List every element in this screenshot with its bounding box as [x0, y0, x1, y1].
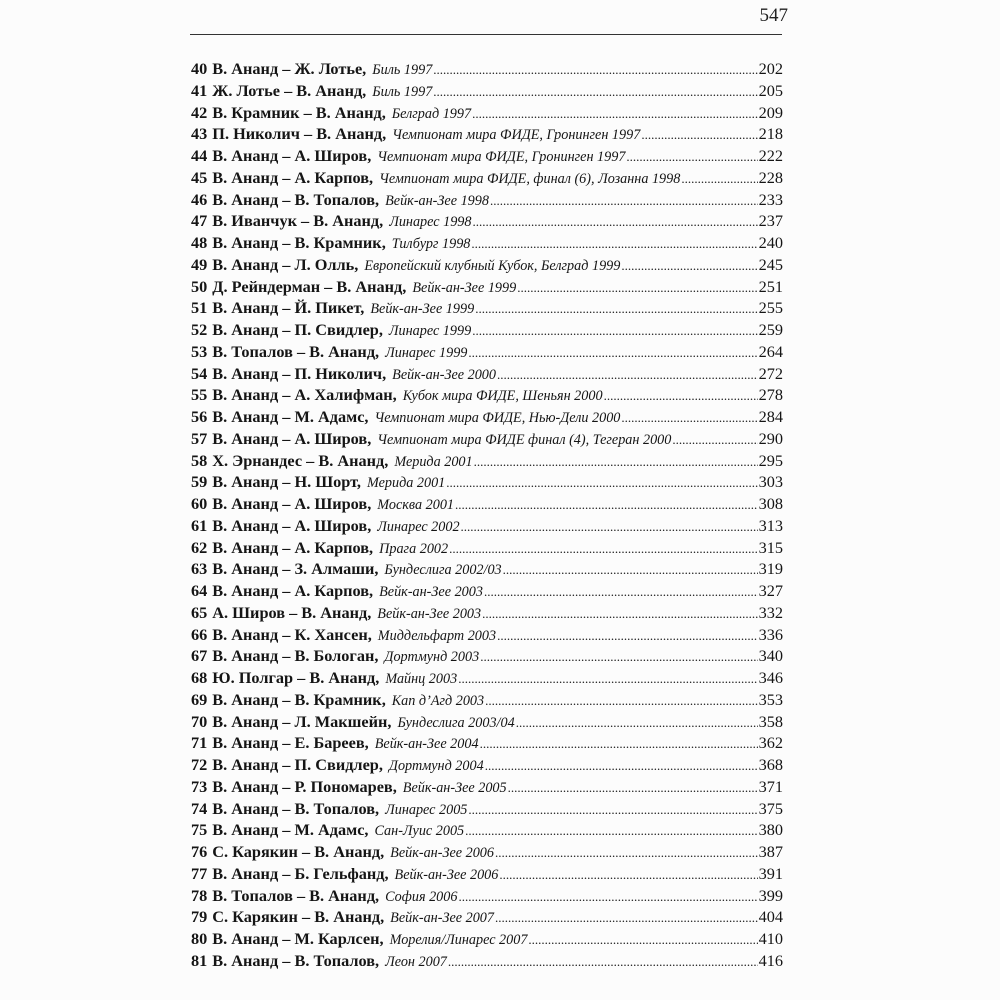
page-reference: 353 [758, 689, 783, 709]
page-reference: 315 [758, 537, 783, 557]
game-event: Чемпионат мира ФИДЕ, финал (6), Лозанна 1998 [379, 170, 681, 187]
game-event: Линарес 1998 [389, 214, 472, 231]
dot-leader [499, 863, 757, 886]
game-players: В. Ананд – П. Николич, [212, 363, 387, 383]
game-players: В. Ананд – М. Адамс, [212, 407, 369, 426]
game-players: В. Ананд – А. Широв, [212, 515, 372, 535]
game-event: Бундеслига 2003/04 [397, 714, 515, 731]
game-players: П. Николич – В. Ананд, [212, 124, 387, 144]
game-number: 55 [191, 385, 208, 405]
toc-entry [191, 167, 783, 189]
game-number: 51 [191, 298, 208, 318]
game-event: Вейк-ан-Зее 2006 [394, 866, 499, 883]
game-players: Ю. Полгар – В. Ананд, [212, 668, 380, 687]
toc-entry [191, 450, 783, 472]
dot-leader [503, 558, 758, 581]
dot-leader [641, 123, 757, 146]
page-reference: 346 [758, 668, 783, 687]
game-number: 59 [191, 472, 208, 492]
toc-entry [191, 58, 783, 80]
page-reference: 228 [758, 167, 783, 187]
dot-leader [461, 515, 758, 538]
game-event: Дортмунд 2004 [388, 758, 484, 774]
game-event: Чемпионат мира ФИДЕ, Нью-Дели 2000 [374, 410, 621, 426]
game-players: В. Ананд – Й. Пикет, [212, 298, 365, 318]
page-reference: 222 [758, 146, 783, 165]
page-reference: 233 [758, 189, 783, 209]
dot-leader [621, 254, 757, 277]
page-reference: 399 [758, 885, 783, 905]
toc-entry [191, 863, 783, 885]
page-reference: 340 [758, 646, 783, 666]
toc-entry [191, 667, 783, 689]
game-event: Дортмунд 2003 [384, 649, 480, 666]
dot-leader [455, 493, 758, 516]
dot-leader [446, 471, 757, 494]
header-rule [190, 34, 782, 35]
toc-entry [191, 754, 783, 776]
game-number: 56 [191, 407, 208, 426]
dot-leader [480, 645, 757, 668]
page-reference: 362 [758, 733, 783, 753]
game-players: В. Ананд – М. Карлсен, [212, 929, 384, 948]
game-number: 63 [191, 559, 208, 579]
game-event: Вейк-ан-Зее 2000 [392, 366, 496, 383]
game-players: В. Ананд – Б. Гельфанд, [212, 863, 389, 883]
page-reference: 202 [758, 59, 783, 78]
game-number: 67 [191, 646, 208, 666]
game-number: 48 [191, 233, 208, 252]
dot-leader [472, 210, 757, 233]
toc-entry [191, 558, 783, 580]
game-event: Чемпионат мира ФИДЕ, Гронинген 1997 [377, 149, 626, 165]
game-event: Морелия/Линарес 2007 [389, 932, 528, 948]
game-players: В. Ананд – В. Бологан, [212, 646, 379, 666]
game-event: Вейк-ан-Зее 2003 [379, 584, 483, 600]
game-number: 45 [191, 167, 208, 187]
game-event: Биль 1997 [372, 62, 433, 78]
dot-leader [495, 841, 758, 864]
page-reference: 272 [758, 363, 783, 383]
game-event: Мерида 2001 [366, 475, 446, 492]
page-reference: 240 [758, 233, 783, 252]
game-number: 50 [191, 276, 208, 296]
game-players: В. Ананд – В. Топалов, [212, 950, 380, 970]
toc-entry [191, 363, 783, 385]
dot-leader [672, 428, 757, 451]
dot-leader [458, 667, 757, 690]
game-event: Вейк-ан-Зее 2006 [390, 845, 494, 861]
game-event: Прага 2002 [379, 540, 449, 557]
dot-leader [482, 602, 757, 625]
game-event: Миддельфарт 2003 [377, 627, 497, 644]
game-players: В. Ананд – П. Свидлер, [212, 755, 383, 774]
game-number: 81 [191, 950, 208, 970]
toc-entry [191, 384, 783, 406]
page-reference: 327 [758, 581, 783, 600]
game-number: 47 [191, 211, 208, 231]
dot-leader [626, 145, 757, 168]
game-players: Х. Эрнандес – В. Ананд, [212, 450, 389, 470]
game-number: 75 [191, 820, 208, 840]
game-event: Москва 2001 [377, 497, 455, 513]
game-players: Д. Рейндерман – В. Ананд, [212, 276, 407, 296]
dot-leader [495, 906, 758, 929]
page-reference: 380 [758, 820, 783, 840]
toc-entry [191, 406, 783, 428]
game-event: Вейк-ан-Зее 2004 [374, 736, 479, 753]
game-number: 52 [191, 320, 208, 339]
game-event: Вейк-ан-Зее 2003 [377, 605, 482, 622]
game-event: София 2006 [385, 888, 458, 905]
page-reference: 259 [758, 320, 783, 339]
game-number: 61 [191, 515, 208, 535]
game-event: Вейк-ан-Зее 1999 [412, 279, 517, 296]
dot-leader [485, 754, 758, 777]
page-reference: 358 [758, 711, 783, 731]
page-number: 547 [759, 5, 788, 26]
game-players: В. Топалов – В. Ананд, [212, 885, 380, 905]
game-number: 60 [191, 494, 208, 513]
game-number: 74 [191, 798, 208, 818]
dot-leader [604, 384, 758, 407]
dot-leader [681, 167, 757, 190]
toc-entry [191, 189, 783, 211]
page-reference: 391 [758, 863, 783, 883]
dot-leader [472, 319, 757, 342]
dot-leader [490, 189, 758, 212]
game-players: В. Ананд – К. Хансен, [212, 624, 372, 644]
toc-entry [191, 776, 783, 798]
game-event: Вейк-ан-Зее 2007 [390, 910, 494, 927]
game-players: В. Ананд – В. Крамник, [212, 689, 386, 709]
game-number: 54 [191, 363, 208, 383]
dot-leader [468, 341, 757, 364]
game-event: Европейский клубный Кубок, Белград 1999 [364, 257, 621, 274]
toc-entry [191, 950, 783, 972]
game-number: 53 [191, 341, 208, 361]
dot-leader [485, 689, 757, 712]
toc-entry [191, 624, 783, 646]
toc-entry [191, 819, 783, 841]
dot-leader [475, 297, 757, 320]
game-players: В. Ананд – А. Карпов, [212, 581, 374, 600]
game-players: В. Ананд – Л. Олль, [212, 254, 359, 274]
page-reference: 410 [758, 929, 783, 948]
game-players: В. Ананд – Е. Бареев, [212, 733, 369, 753]
game-number: 40 [191, 59, 208, 78]
game-players: В. Ананд – Л. Макшейн, [212, 711, 392, 731]
game-players: В. Ананд – А. Карпов, [212, 537, 374, 557]
game-number: 80 [191, 929, 208, 948]
game-event: Вейк-ан-Зее 1998 [385, 192, 489, 209]
toc-entry [191, 885, 783, 907]
game-event: Сан-Луис 2005 [374, 823, 465, 840]
game-event: Линарес 2002 [377, 518, 460, 535]
dot-leader [433, 80, 757, 103]
toc-entry [191, 732, 783, 754]
game-number: 65 [191, 602, 208, 622]
toc-entry [191, 602, 783, 624]
page-reference: 218 [758, 124, 783, 144]
page-reference: 404 [758, 907, 783, 927]
game-event: Мерида 2001 [394, 453, 473, 470]
game-players: В. Иванчук – В. Ананд, [212, 211, 384, 231]
page-reference: 264 [758, 341, 783, 361]
dot-leader [497, 363, 758, 386]
game-event: Белград 1997 [391, 105, 472, 122]
game-number: 66 [191, 624, 208, 644]
game-number: 77 [191, 863, 208, 883]
page-reference: 251 [758, 276, 783, 296]
toc-entry [191, 254, 783, 276]
game-number: 69 [191, 689, 208, 709]
game-event: Линарес 2005 [385, 801, 468, 818]
game-number: 62 [191, 537, 208, 557]
dot-leader [471, 232, 757, 255]
page-reference: 313 [758, 515, 783, 535]
dot-leader [468, 798, 757, 821]
toc-entry [191, 906, 783, 928]
game-players: В. Ананд – П. Свидлер, [212, 320, 383, 339]
dot-leader [480, 732, 758, 755]
page-reference: 416 [758, 950, 783, 970]
toc-entry [191, 428, 783, 450]
game-players: В. Ананд – А. Широв, [212, 494, 372, 513]
game-number: 78 [191, 885, 208, 905]
page-reference: 290 [758, 428, 783, 448]
dot-leader [458, 885, 757, 908]
toc-entry [191, 580, 783, 602]
game-players: В. Ананд – В. Топалов, [212, 798, 380, 818]
dot-leader [517, 276, 757, 299]
game-players: С. Карякин – В. Ананд, [212, 842, 385, 861]
page-reference: 308 [758, 494, 783, 513]
page-reference: 332 [758, 602, 783, 622]
page-reference: 237 [758, 211, 783, 231]
game-event: Линарес 1999 [388, 323, 472, 339]
page-reference: 336 [758, 624, 783, 644]
page-reference: 371 [758, 776, 783, 796]
game-number: 73 [191, 776, 208, 796]
toc-entry [191, 798, 783, 820]
game-event: Тилбург 1998 [391, 236, 471, 252]
game-event: Майнц 2003 [385, 671, 458, 687]
game-number: 49 [191, 254, 208, 274]
game-event: Вейк-ан-Зее 2005 [402, 779, 507, 796]
page-reference: 375 [758, 798, 783, 818]
game-players: В. Топалов – В. Ананд, [212, 341, 380, 361]
game-players: С. Карякин – В. Ананд, [212, 907, 385, 927]
game-players: В. Ананд – В. Крамник, [212, 233, 386, 252]
toc-entry [191, 841, 783, 863]
toc-entry [191, 471, 783, 493]
game-players: В. Ананд – М. Адамс, [212, 820, 369, 840]
toc-entry [191, 928, 783, 950]
toc-entry [191, 210, 783, 232]
game-event: Чемпионат мира ФИДЕ финал (4), Тегеран 2000 [377, 431, 672, 448]
toc-entry [191, 102, 783, 124]
game-event: Чемпионат мира ФИДЕ, Гронинген 1997 [392, 127, 641, 144]
page-reference: 368 [758, 755, 783, 774]
game-players: А. Широв – В. Ананд, [212, 602, 372, 622]
toc-entry [191, 537, 783, 559]
dot-leader [465, 819, 757, 842]
game-event: Бундеслига 2002/03 [384, 562, 502, 579]
toc-entry [191, 297, 783, 319]
game-players: В. Ананд – Р. Пономарев, [212, 776, 397, 796]
game-event: Кубок мира ФИДЕ, Шеньян 2000 [402, 388, 603, 405]
game-number: 41 [191, 80, 208, 100]
game-number: 71 [191, 733, 208, 753]
game-players: В. Ананд – А. Широв, [212, 146, 372, 165]
game-players: В. Ананд – Н. Шорт, [212, 472, 361, 492]
game-players: В. Ананд – А. Халифман, [212, 385, 397, 405]
toc-entry [191, 645, 783, 667]
game-players: В. Ананд – А. Широв, [212, 428, 372, 448]
game-number: 57 [191, 428, 208, 448]
toc-entry [191, 232, 783, 254]
game-players: В. Ананд – З. Алмаши, [212, 559, 379, 579]
game-event: Биль 1997 [372, 83, 433, 100]
page-reference: 387 [758, 842, 783, 861]
dot-leader [448, 950, 758, 973]
dot-leader [621, 406, 757, 429]
game-event: Линарес 1999 [385, 344, 468, 361]
toc-entry [191, 145, 783, 167]
game-players: В. Ананд – В. Топалов, [212, 189, 380, 209]
toc-entry [191, 711, 783, 733]
dot-leader [433, 58, 757, 81]
toc-entry [191, 341, 783, 363]
game-event: Леон 2007 [385, 953, 447, 970]
game-number: 64 [191, 581, 208, 600]
page-reference: 255 [758, 298, 783, 318]
dot-leader [474, 450, 758, 473]
dot-leader [497, 624, 758, 647]
game-players: В. Крамник – В. Ананд, [212, 102, 386, 122]
dot-leader [528, 928, 757, 951]
game-number: 79 [191, 907, 208, 927]
toc-entry [191, 80, 783, 102]
toc-entry [191, 515, 783, 537]
game-number: 58 [191, 450, 208, 470]
page-reference: 284 [758, 407, 783, 426]
page-reference: 209 [758, 102, 783, 122]
page-reference: 205 [758, 80, 783, 100]
game-number: 72 [191, 755, 208, 774]
game-number: 43 [191, 124, 208, 144]
dot-leader [472, 102, 757, 125]
game-players: В. Ананд – А. Карпов, [212, 167, 374, 187]
game-number: 46 [191, 189, 208, 209]
game-players: В. Ананд – Ж. Лотье, [212, 59, 367, 78]
toc-entry [191, 689, 783, 711]
toc-entry [191, 123, 783, 145]
game-number: 42 [191, 102, 208, 122]
game-event: Вейк-ан-Зее 1999 [370, 301, 475, 318]
game-players: Ж. Лотье – В. Ананд, [212, 80, 367, 100]
dot-leader [484, 580, 758, 603]
game-number: 68 [191, 668, 208, 687]
game-number: 76 [191, 842, 208, 861]
page-reference: 303 [758, 472, 783, 492]
toc-entry [191, 276, 783, 298]
table-of-contents [191, 58, 783, 972]
game-event: Кап д’Агд 2003 [391, 692, 485, 709]
toc-entry [191, 493, 783, 515]
game-number: 44 [191, 146, 208, 165]
dot-leader [508, 776, 758, 799]
page-reference: 278 [758, 385, 783, 405]
toc-entry [191, 319, 783, 341]
dot-leader [449, 537, 757, 560]
dot-leader [516, 711, 758, 734]
page-reference: 295 [758, 450, 783, 470]
page-reference: 245 [758, 254, 783, 274]
page-reference: 319 [758, 559, 783, 579]
game-number: 70 [191, 711, 208, 731]
